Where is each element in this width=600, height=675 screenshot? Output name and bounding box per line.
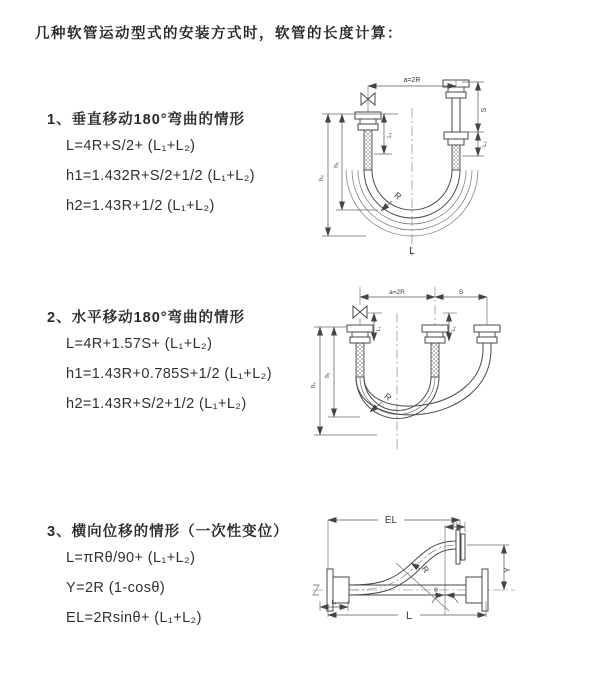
formula-line: EL=2Rsinθ+ (L₁+L₂) [66, 610, 202, 626]
dim-y-label: Y [503, 567, 512, 573]
dimension-l [328, 601, 486, 622]
dim-l1-label: L₁ [452, 520, 458, 526]
radius-label: R [382, 390, 394, 403]
diagram-horizontal-180-bend [302, 283, 592, 455]
radius-callout [411, 563, 431, 575]
right-fitting [443, 80, 469, 170]
length-label: L [409, 245, 415, 257]
upper-flange [456, 530, 465, 564]
formula-line: L=πRθ/90+ (L₁+L₂) [66, 550, 196, 566]
dimension-el [328, 515, 460, 530]
dimension-l1-top [445, 520, 465, 532]
dim-h2-label: h₂ [318, 174, 325, 182]
hose-u-bend-position1 [356, 377, 439, 418]
dim-l2-label: L₂ [451, 326, 457, 332]
formula-line: h2=1.43R+1/2 (L₁+L₂) [66, 198, 215, 214]
dimensions-top [360, 289, 487, 297]
dim-h1-label: h₁ [325, 372, 331, 378]
braid-section [452, 145, 460, 170]
radius-label: R [392, 189, 404, 202]
section-2-heading: 2、水平移动180°弯曲的情形 [47, 310, 246, 326]
valve-icon [353, 306, 367, 325]
dim-l1-label: L₁ [331, 600, 337, 606]
dim-l1-label: L₁ [387, 132, 393, 138]
dim-s-label: S [458, 289, 464, 296]
displaced-hose [349, 541, 456, 595]
formula-line: L=4R+1.57S+ (L₁+L₂) [66, 336, 213, 352]
hose-u-bend-position2 [356, 349, 491, 415]
middle-fitting [422, 325, 448, 377]
left-fitting [355, 112, 381, 170]
dim-span-label: a=2R [403, 77, 421, 84]
formula-line: L=4R+S/2+ (L₁+L₂) [66, 138, 196, 154]
braid-section [356, 343, 364, 377]
dim-span-label: a=2R [389, 289, 405, 296]
formula-line: h2=1.43R+S/2+1/2 (L₁+L₂) [66, 396, 247, 412]
dim-s-label: S [481, 107, 488, 113]
formula-line: Y=2R (1-cosθ) [66, 580, 166, 596]
diagram-lateral-displacement [308, 505, 592, 653]
page-title: 几种软管运动型式的安装方式时，软管的长度计算： [35, 26, 403, 42]
formula-line: h1=1.432R+S/2+1/2 (L₁+L₂) [66, 168, 256, 184]
dim-l2-label: L₂ [482, 141, 488, 147]
dim-l-label: L [405, 610, 413, 622]
left-fitting [347, 325, 373, 377]
dim-h2-label: h₂ [311, 382, 317, 388]
dim-el-label: EL [384, 515, 398, 526]
formula-line: h1=1.43R+0.785S+1/2 (L₁+L₂) [66, 366, 272, 382]
dim-l1-label: L₁ [376, 326, 382, 332]
diagram-vertical-180-bend [308, 70, 590, 260]
braid-section [431, 343, 439, 377]
right-flange [466, 569, 488, 611]
valve-icon [361, 86, 375, 112]
dimensions [318, 77, 488, 257]
left-flange [327, 569, 349, 611]
radius-label: R [419, 563, 432, 575]
dim-h1-label: h₁ [333, 162, 340, 168]
braid-section [364, 130, 372, 170]
section-1-heading: 1、垂直移动180°弯曲的情形 [47, 112, 246, 128]
section-3-heading: 3、横向位移的情形（一次性变位） [47, 524, 289, 540]
theta-label: θ [434, 587, 438, 594]
right-fitting [474, 325, 500, 349]
